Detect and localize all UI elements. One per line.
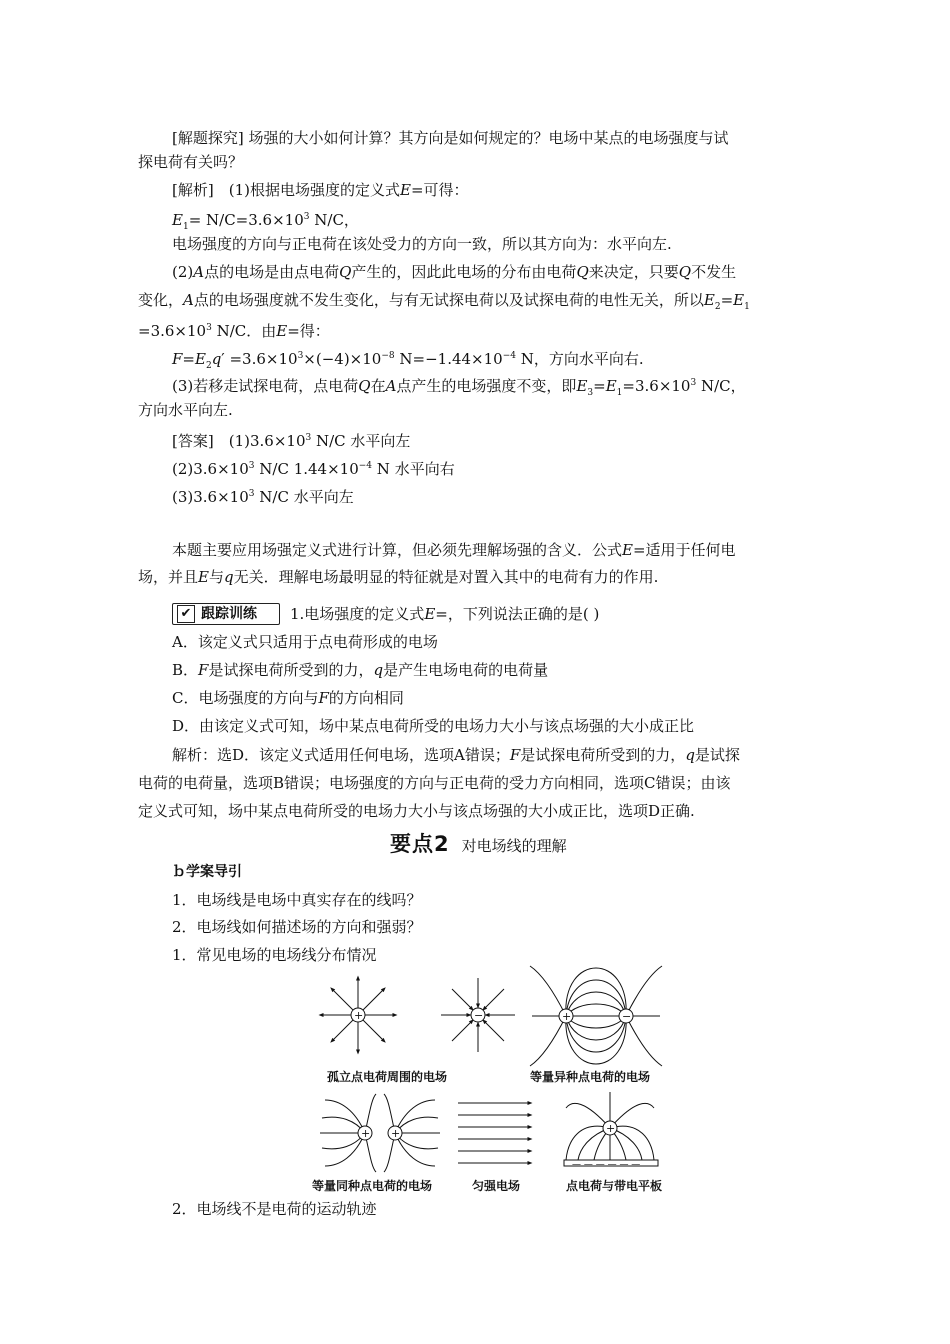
solution-part-3: (3)若移走试探电荷，点电荷Q在A点产生的电场强度不变，即$E_3=E_1=3.6\times 10^3$ N/C， xyxy=(172,377,746,398)
answer-line-2: $(2)3.6\times 10^3$ N/C $1.44\times 10^{-4}$ N 水平向右 xyxy=(172,460,455,478)
solution-part-2-cont2: $=3.6\times 10^3$ N/C．由E=得： xyxy=(138,322,330,340)
option-c: C．电场强度的方向与F的方向相同 xyxy=(172,689,404,707)
exercise-solution-1: 解析：选D．该定义式适用任何电场，选项A错误；F是试探电荷所受到的力，q是试探 xyxy=(172,746,740,764)
guide-point-1: 1．常见电场的电场线分布情况 xyxy=(172,946,377,964)
charge-and-plate-field xyxy=(564,1092,658,1170)
svg-text:+: + xyxy=(562,1010,572,1023)
caption-isolated-charge: 孤立点电荷周围的电场 xyxy=(327,1070,448,1084)
svg-text:+: + xyxy=(606,1122,616,1135)
svg-text:+: + xyxy=(391,1127,401,1140)
option-b: B．F是试探电荷所受到的力，q是产生电场电荷的电荷量 xyxy=(172,661,549,679)
guide-point-2: 2．电场线不是电荷的运动轨迹 xyxy=(172,1200,377,1218)
solution-part-3-cont: 方向水平向左. xyxy=(138,401,233,419)
caption-uniform-field: 匀强电场 xyxy=(472,1179,521,1193)
negative-point-charge-field xyxy=(441,978,515,1052)
svg-text:+: + xyxy=(354,1009,364,1022)
solution-direction: 电场强度的方向与正电荷在该处受力的方向一致，所以其方向为：水平向左. xyxy=(172,235,672,253)
exercise-solution-3: 定义式可知，场中某点电荷所受的电场力大小与该点场强的大小成正比，选项D正确. xyxy=(138,802,695,820)
check-icon: ✔ xyxy=(177,605,195,623)
solution-force-eq: $F=E_2q' =3.6\times 10^3\times(-4)\times 10^{-8}$ $N=-1.44\times 10^{-4}$ N，方向水平向右. xyxy=(172,350,644,371)
guide-q1: 1．电场线是电场中真实存在的线吗？ xyxy=(172,891,422,909)
caption-opposite-charges: 等量异种点电荷的电场 xyxy=(530,1070,651,1084)
option-a: A．该定义式只适用于点电荷形成的电场 xyxy=(172,633,438,651)
like-charges-field xyxy=(320,1094,440,1172)
section-heading: 要点2 对电场线的理解 xyxy=(390,832,567,856)
note-line-2: 场，并且E与q无关．理解电场最明显的特征就是对置入其中的电荷有力的作用. xyxy=(138,568,659,586)
solution-line-1: [解析] (1)根据电场强度的定义式E=可得： xyxy=(172,181,469,199)
uniform-field xyxy=(458,1103,530,1163)
follow-up-badge: ✔ 跟踪训练 xyxy=(172,603,280,625)
solution-part-2: (2)A点的电场是由点电荷Q产生的，因此此电场的分布由电荷Q来决定，只要Q不发生 xyxy=(172,263,737,281)
exercise-solution-2: 电荷的电荷量，选项B错误；电场强度的方向与正电荷的受力方向相同，选项C错误；由该 xyxy=(138,774,731,792)
question-intro: [解题探究] 场强的大小如何计算？其方向是如何规定的？电场中某点的电场强度与试 xyxy=(172,129,729,147)
caption-charge-plate: 点电荷与带电平板 xyxy=(566,1179,663,1193)
solution-part-2-cont: 变化，A点的电场强度就不发生变化，与有无试探电荷以及试探电荷的电性无关，所以$E_2=E_1$ xyxy=(138,291,750,312)
exercise-question: 1.电场强度的定义式E=，下列说法正确的是( ) xyxy=(290,605,600,623)
svg-text:+: + xyxy=(361,1127,371,1140)
svg-text:−: − xyxy=(474,1009,484,1022)
caption-like-charges: 等量同种点电荷的电场 xyxy=(312,1179,433,1193)
option-d: D．由该定义式可知，场中某点电荷所受的电场力大小与该点场强的大小成正比 xyxy=(172,717,695,735)
guide-heading: ｂ学案导引 xyxy=(172,864,242,880)
svg-text:— — — — — —: — — — — — — xyxy=(572,1160,641,1170)
solution-eq-1: $E_1= N/C=3.6\times 10^3$ N/C， xyxy=(172,211,359,232)
note-line-1: 本题主要应用场强定义式进行计算，但必须先理解场强的含义．公式E=适用于任何电 xyxy=(172,541,736,559)
dipole-field xyxy=(530,966,662,1066)
positive-point-charge-field xyxy=(321,978,395,1052)
svg-text:−: − xyxy=(622,1010,632,1023)
question-intro-cont: 探电荷有关吗？ xyxy=(138,153,244,171)
guide-q2: 2．电场线如何描述场的方向和强弱？ xyxy=(172,918,422,936)
answer-line-1: [答案] $(1)3.6\times 10^3$ N/C 水平向左 xyxy=(172,432,411,450)
answer-line-3: $(3)3.6\times 10^3$ N/C 水平向左 xyxy=(172,488,354,506)
